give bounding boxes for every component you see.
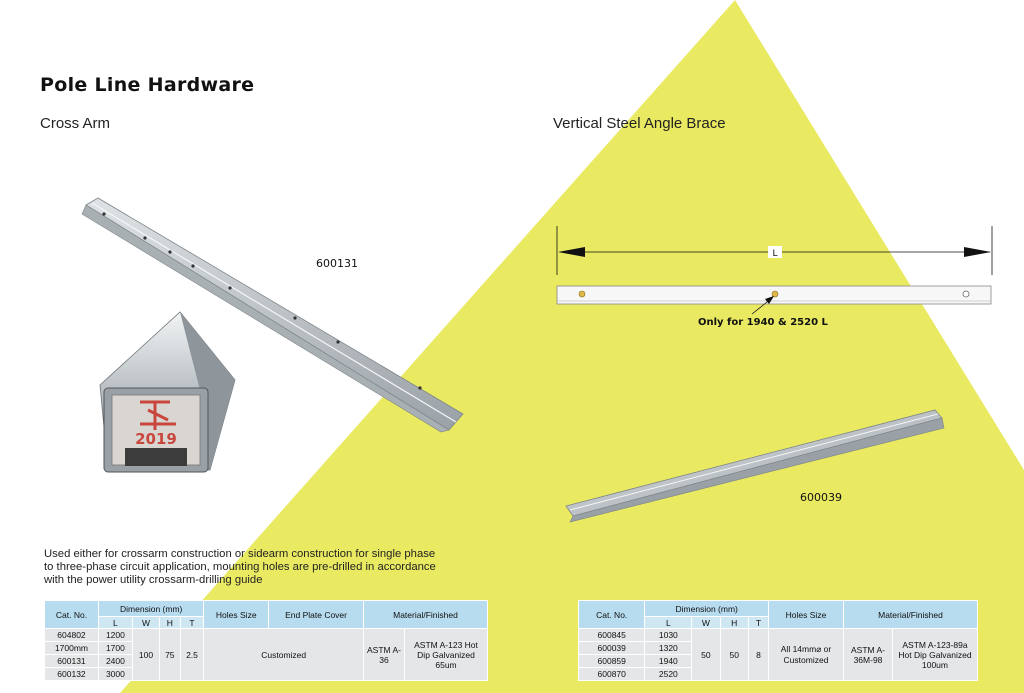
cell-cat-no: 600131 xyxy=(45,655,99,668)
dimension-l-label: L xyxy=(772,249,778,259)
cell-holes: All 14mm⌀ or Customized xyxy=(769,629,844,681)
cell-cat-no: 600870 xyxy=(579,668,645,681)
cell-material-b: ASTM A-123-89a Hot Dip Galvanized 100um xyxy=(893,629,978,681)
cell-l: 1320 xyxy=(645,642,692,655)
cross-arm-description: Used either for crossarm construction or sidearm construction for single phase to three-phase circuit application, mounting holes are pre-drilled in accordance with the power utility crossarm-drilling guide xyxy=(44,548,436,586)
cell-h: 50 xyxy=(720,629,748,681)
cell-material-a: ASTM A-36 xyxy=(364,629,405,681)
cell-cat-no: 600845 xyxy=(579,629,645,642)
header-holes-size: Holes Size xyxy=(204,601,269,629)
angle-brace-catalog-label: 600039 xyxy=(800,491,842,504)
cell-l: 1940 xyxy=(645,655,692,668)
cross-arm-title: Cross Arm xyxy=(40,115,111,132)
header-dimension: Dimension (mm) xyxy=(98,601,203,617)
cross-arm-spec-table xyxy=(44,600,488,681)
header-holes-size: Holes Size xyxy=(769,601,844,629)
table-row xyxy=(579,629,978,642)
subheader-t: T xyxy=(180,617,204,629)
cell-l: 2400 xyxy=(98,655,132,668)
table-row xyxy=(45,629,488,642)
subheader-l: L xyxy=(645,617,692,629)
cell-l: 1200 xyxy=(98,629,132,642)
header-material: Material/Finished xyxy=(844,601,978,629)
cell-cat-no: 604802 xyxy=(45,629,99,642)
header-cat-no: Cat. No. xyxy=(45,601,99,629)
stamp-year: 2019 xyxy=(135,430,177,448)
angle-brace-spec-table xyxy=(578,600,978,681)
cell-cat-no: 1700mm xyxy=(45,642,99,655)
header-cat-no: Cat. No. xyxy=(579,601,645,629)
cell-cat-no: 600039 xyxy=(579,642,645,655)
cell-l: 2520 xyxy=(645,668,692,681)
subheader-h: H xyxy=(720,617,748,629)
cell-cat-no: 600132 xyxy=(45,668,99,681)
cell-l: 1700 xyxy=(98,642,132,655)
cell-cat-no: 600859 xyxy=(579,655,645,668)
cell-h: 75 xyxy=(160,629,181,681)
cell-material-a: ASTM A-36M-98 xyxy=(844,629,893,681)
header-dimension: Dimension (mm) xyxy=(645,601,769,617)
hole-note: Only for 1940 & 2520 L xyxy=(698,317,828,328)
cell-t: 8 xyxy=(748,629,768,681)
angle-brace-title: Vertical Steel Angle Brace xyxy=(553,115,726,132)
header-end-plate-cover: End Plate Cover xyxy=(269,601,364,629)
cell-l: 3000 xyxy=(98,668,132,681)
page-title: Pole Line Hardware xyxy=(40,74,255,96)
cell-material-b: ASTM A-123 Hot Dip Galvanized 65um xyxy=(405,629,488,681)
cell-l: 1030 xyxy=(645,629,692,642)
cell-t: 2.5 xyxy=(180,629,204,681)
header-material: Material/Finished xyxy=(364,601,488,629)
dimension-diagram xyxy=(557,226,992,314)
subheader-t: T xyxy=(748,617,768,629)
cell-holes-end-plate: Customized xyxy=(204,629,364,681)
cross-arm-catalog-label: 600131 xyxy=(316,257,358,270)
subheader-w: W xyxy=(692,617,720,629)
subheader-w: W xyxy=(132,617,159,629)
cross-arm-end-view xyxy=(100,312,235,472)
subheader-h: H xyxy=(160,617,181,629)
angle-brace-image xyxy=(566,410,944,522)
cell-w: 50 xyxy=(692,629,720,681)
subheader-l: L xyxy=(98,617,132,629)
cell-w: 100 xyxy=(132,629,159,681)
